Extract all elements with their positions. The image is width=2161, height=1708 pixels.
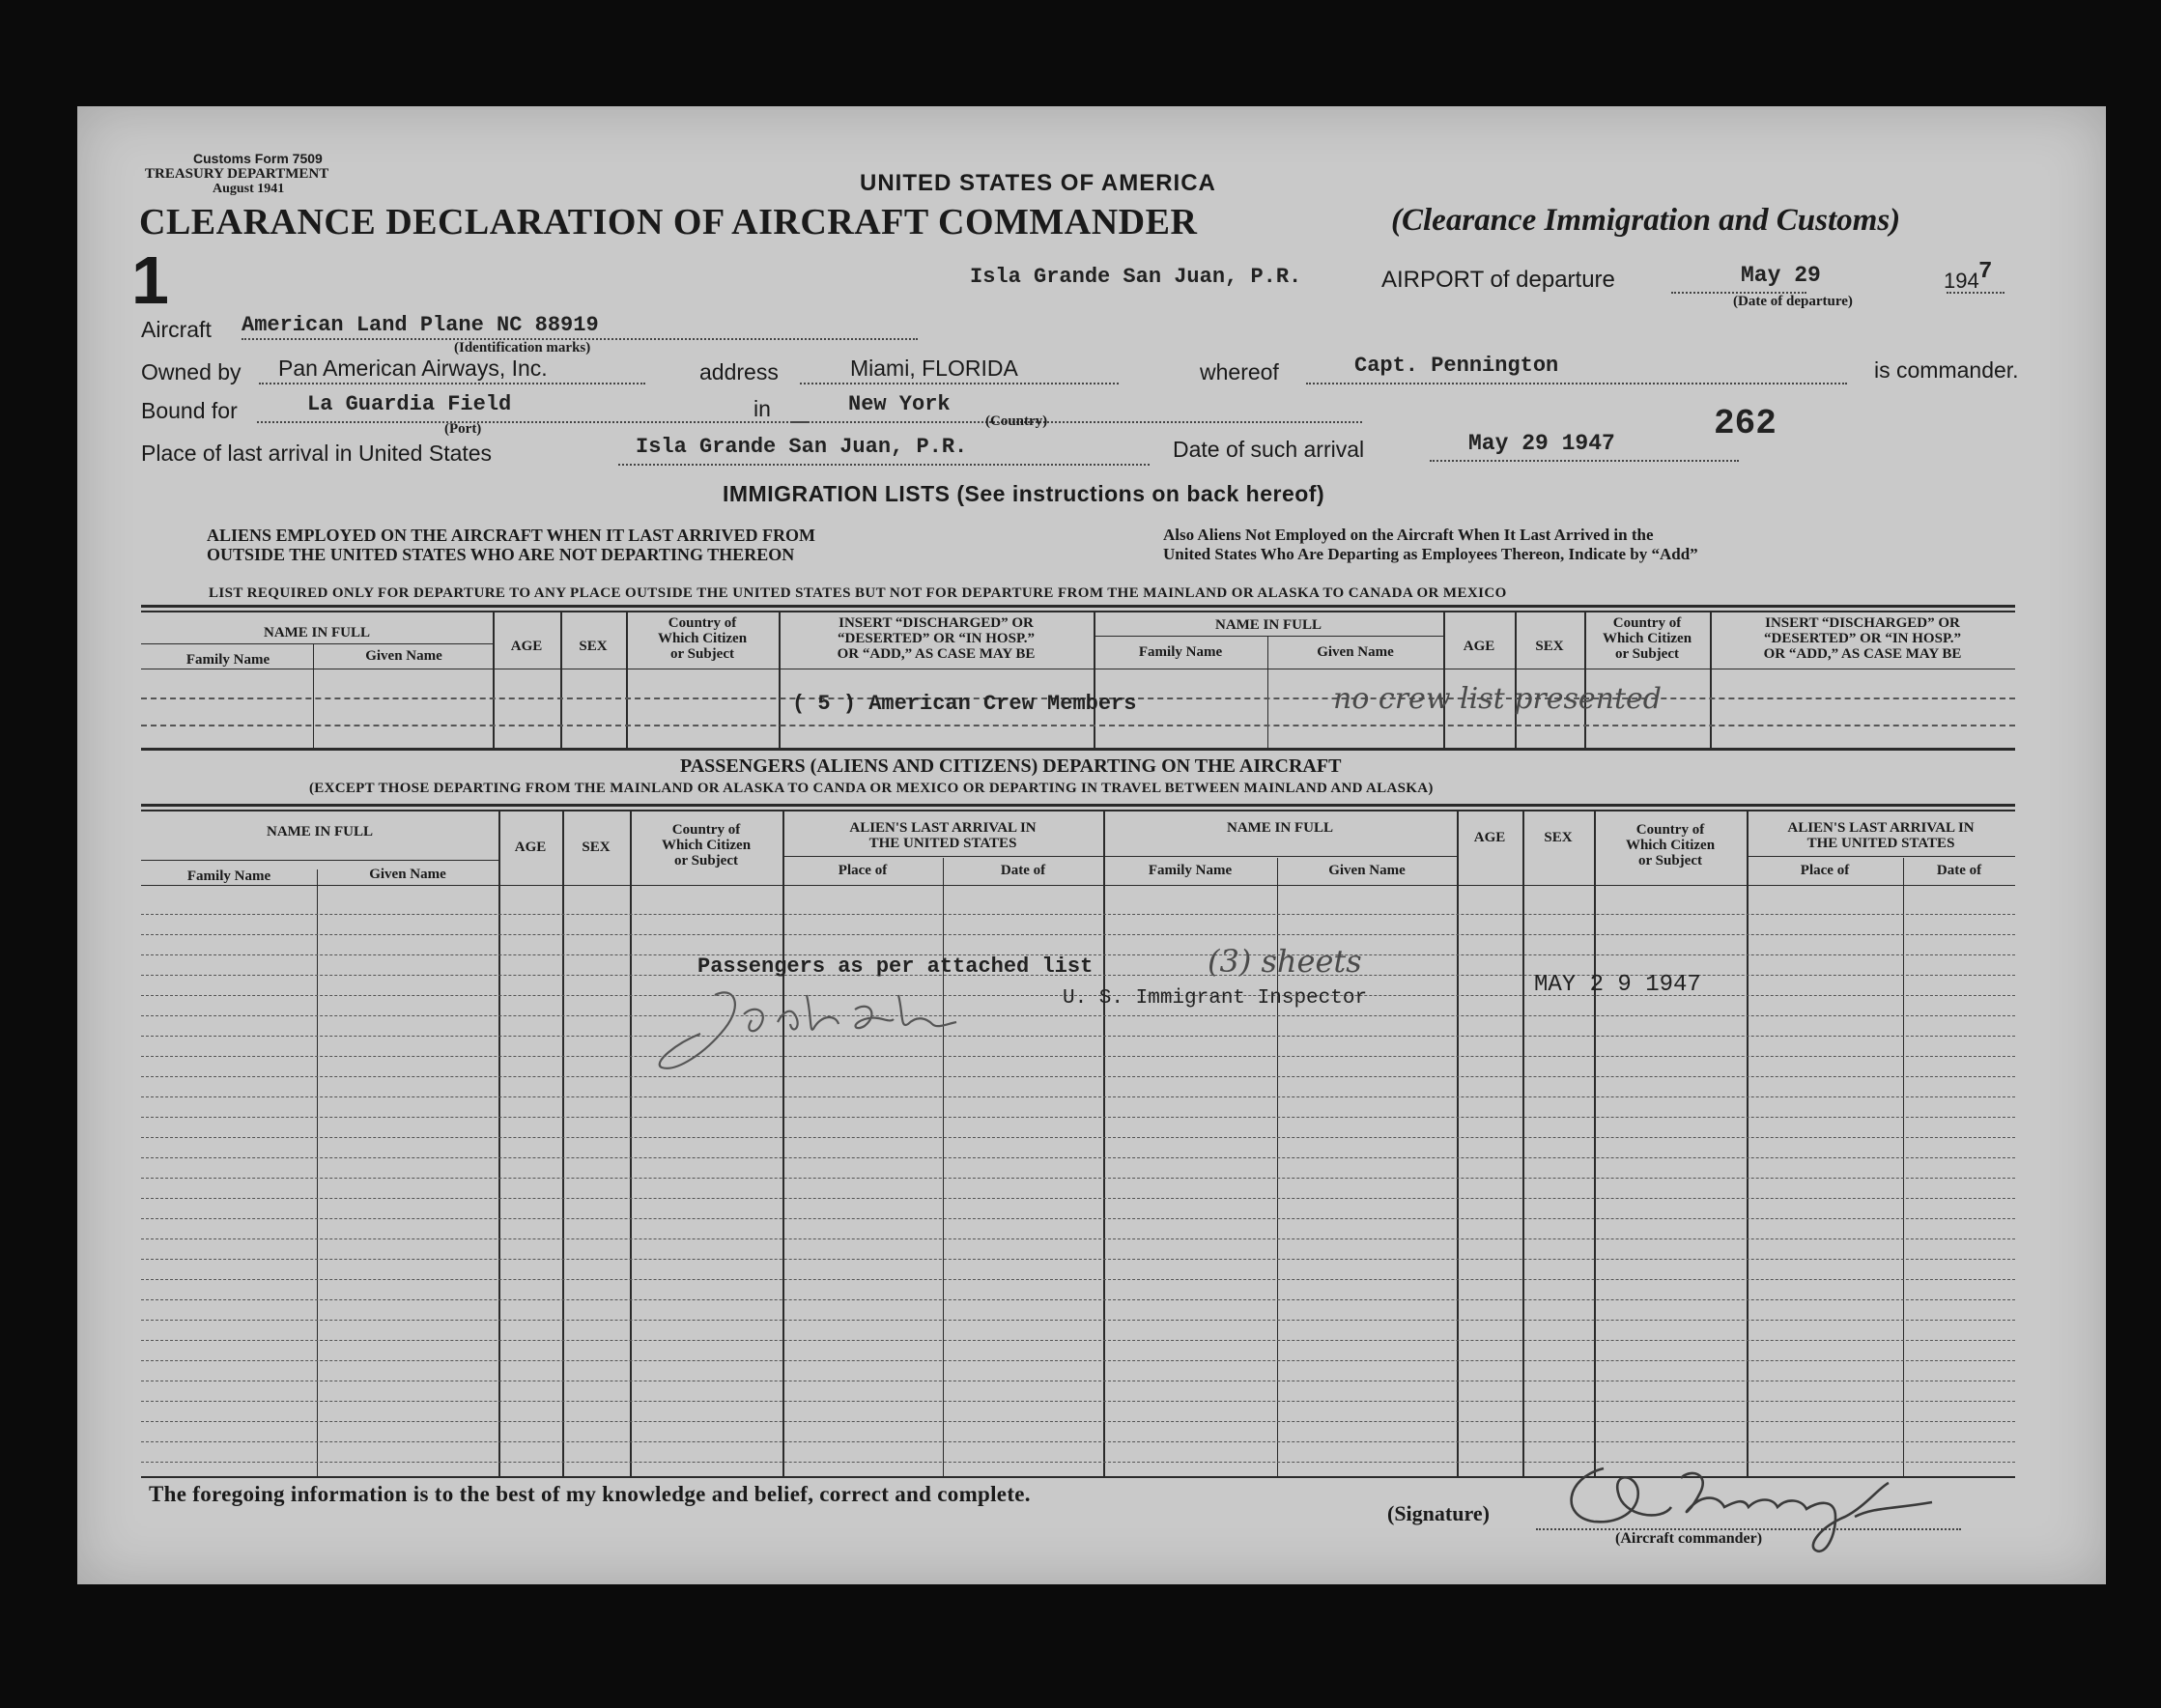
crew-age-left: AGE — [510, 639, 543, 654]
pass-name-in-full-right: NAME IN FULL — [1226, 820, 1333, 836]
bound-port-caption: (Port) — [444, 421, 482, 437]
passenger-row-line — [141, 1198, 2015, 1199]
crew-insert-right-2: “DESERTED” OR “IN HOSP.” — [1764, 631, 1961, 646]
form-date: August 1941 — [213, 182, 285, 196]
pass-country-right-2: Which Citizen — [1625, 838, 1716, 853]
departure-date-value: May 29 — [1741, 263, 1821, 288]
crew-age-right: AGE — [1463, 639, 1495, 654]
passenger-row-line — [141, 1076, 2015, 1077]
crew-given-name-right: Given Name — [1317, 644, 1394, 660]
left-note-line-1: ALIENS EMPLOYED ON THE AIRCRAFT WHEN IT LAST ARRIVED FROM — [207, 526, 815, 545]
passenger-row-line — [141, 1360, 2015, 1361]
form-department: TREASURY DEPARTMENT — [145, 166, 329, 182]
passenger-row-line — [141, 1299, 2015, 1300]
pass-alien-last-right-1: ALIEN'S LAST ARRIVAL IN — [1787, 820, 1975, 836]
pass-alien-last-left-1: ALIEN'S LAST ARRIVAL IN — [849, 820, 1037, 836]
page-mark: 1 — [131, 242, 169, 318]
inspection-stamp-date: MAY 2 9 1947 — [1534, 972, 1701, 998]
form-title: CLEARANCE DECLARATION OF AIRCRAFT COMMANDER — [139, 202, 1198, 242]
pass-alien-last-right-2: THE UNITED STATES — [1806, 836, 1955, 851]
passenger-row-line — [141, 1137, 2015, 1138]
passenger-row-line — [141, 1056, 2015, 1057]
bound-country-caption: (Country) — [985, 413, 1048, 429]
pass-sex-right: SEX — [1544, 830, 1573, 845]
passenger-row-line — [141, 1401, 2015, 1402]
departure-year-suffix: 7 — [1978, 259, 1993, 285]
right-note-line-1: Also Aliens Not Employed on the Aircraft When It Last Arrived in the — [1163, 526, 1654, 544]
left-note-line-2: OUTSIDE THE UNITED STATES WHO ARE NOT DEPARTING THEREON — [207, 545, 795, 564]
crew-insert-left-1: INSERT “DISCHARGED” OR — [839, 615, 1034, 631]
country-heading: UNITED STATES OF AMERICA — [860, 170, 1216, 196]
pass-country-left-1: Country of — [671, 822, 741, 838]
pass-given-name-right: Given Name — [1328, 863, 1406, 878]
pass-date-of-left: Date of — [1000, 863, 1046, 878]
passenger-row-line — [141, 1320, 2015, 1321]
pass-age-left: AGE — [514, 840, 547, 855]
inspector-title: U. S. Immigrant Inspector — [1063, 987, 1368, 1010]
crew-name-in-full-left: NAME IN FULL — [263, 625, 370, 640]
bound-in-label: in — [754, 396, 771, 421]
pass-sex-left: SEX — [582, 840, 611, 855]
bound-for-label: Bound for — [141, 398, 238, 423]
immigration-heading: IMMIGRATION LISTS (See instructions on back hereof) — [723, 481, 1325, 506]
crew-country-left-3: or Subject — [670, 646, 734, 662]
address-value: Miami, FLORIDA — [850, 356, 1018, 381]
passenger-row-line — [141, 914, 2015, 915]
passengers-entry-handwritten: (3) sheets — [1208, 943, 1362, 980]
commander-signature — [1546, 1449, 1971, 1584]
crew-insert-left-2: “DESERTED” OR “IN HOSP.” — [838, 631, 1035, 646]
bound-country-value: New York — [848, 392, 951, 416]
crew-name-in-full-right: NAME IN FULL — [1214, 617, 1322, 633]
pass-country-left-2: Which Citizen — [661, 838, 752, 853]
passenger-row-line — [141, 1096, 2015, 1097]
inspector-signature — [647, 976, 995, 1082]
departure-airport-value: Isla Grande San Juan, P.R. — [970, 265, 1302, 289]
whereof-label: whereof — [1200, 359, 1279, 384]
passenger-row-line — [141, 1259, 2015, 1260]
pass-alien-last-left-2: THE UNITED STATES — [868, 836, 1017, 851]
passenger-row-line — [141, 1441, 2015, 1442]
passenger-row-line — [141, 1340, 2015, 1341]
aircraft-caption: (Identification marks) — [454, 340, 591, 356]
passenger-row-line — [141, 1157, 2015, 1158]
clearance-form-page — [77, 106, 2106, 1584]
crew-entry-typed: ( 5 ) American Crew Members — [792, 692, 1137, 716]
signature-caption: (Aircraft commander) — [1615, 1530, 1763, 1547]
crew-country-right-2: Which Citizen — [1602, 631, 1692, 646]
crew-insert-left-3: OR “ADD,” AS CASE MAY BE — [837, 646, 1036, 662]
pass-country-left-3: or Subject — [674, 853, 738, 868]
address-label: address — [699, 359, 779, 384]
crew-entry-handwritten: no crew list presented — [1333, 682, 1662, 716]
crew-country-left-1: Country of — [668, 615, 737, 631]
pass-date-of-right: Date of — [1936, 863, 1982, 878]
passengers-subheading: (EXCEPT THOSE DEPARTING FROM THE MAINLAND OR ALASKA TO CANDA OR MEXICO OR DEPARTING IN TRAVEL BETWEEN MAINLAND AND ALASKA) — [309, 781, 1434, 796]
crew-country-right-3: or Subject — [1615, 646, 1679, 662]
crew-sex-right: SEX — [1535, 639, 1564, 654]
list-required-note: LIST REQUIRED ONLY FOR DEPARTURE TO ANY PLACE OUTSIDE THE UNITED STATES BUT NOT FOR DEPARTURE FROM THE MAINLAND OR ALASKA TO CANADA OR MEXICO — [209, 585, 1507, 601]
passenger-row-line — [141, 1218, 2015, 1219]
aircraft-label: Aircraft — [141, 317, 212, 342]
pass-family-name-right: Family Name — [1148, 863, 1233, 878]
handwritten-number: 262 — [1714, 404, 1777, 443]
departure-date-caption: (Date of departure) — [1733, 294, 1853, 309]
right-note-line-2: United States Who Are Departing as Employees Thereon, Indicate by “Add” — [1163, 545, 1698, 563]
form-number: Customs Form 7509 — [193, 151, 323, 166]
passenger-row-line — [141, 1036, 2015, 1037]
last-arrival-value: Isla Grande San Juan, P.R. — [636, 435, 968, 459]
commander-value: Capt. Pennington — [1354, 354, 1559, 378]
crew-insert-right-1: INSERT “DISCHARGED” OR — [1765, 615, 1960, 631]
departure-year-prefix: 194 — [1944, 269, 1979, 293]
passengers-heading: PASSENGERS (ALIENS AND CITIZENS) DEPARTING ON THE AIRCRAFT — [680, 755, 1342, 777]
signature-label: (Signature) — [1387, 1501, 1490, 1525]
crew-sex-left: SEX — [579, 639, 608, 654]
bound-port-value: La Guardia Field — [307, 392, 512, 416]
pass-age-right: AGE — [1473, 830, 1506, 845]
last-arrival-label: Place of last arrival in United States — [141, 441, 493, 466]
pass-country-right-3: or Subject — [1638, 853, 1702, 868]
aircraft-value: American Land Plane NC 88919 — [242, 313, 599, 337]
passenger-row-line — [141, 1178, 2015, 1179]
pass-country-right-1: Country of — [1635, 822, 1705, 838]
form-subtitle: (Clearance Immigration and Customs) — [1391, 203, 1901, 238]
passengers-entry-typed: Passengers as per attached list — [697, 954, 1094, 979]
passenger-row-line — [141, 1117, 2015, 1118]
crew-country-right-1: Country of — [1612, 615, 1682, 631]
owned-by-value: Pan American Airways, Inc. — [278, 356, 548, 381]
passenger-row-line — [141, 1421, 2015, 1422]
pass-family-name-left: Family Name — [186, 868, 271, 884]
passenger-row-line — [141, 1238, 2015, 1239]
pass-place-of-left: Place of — [838, 863, 888, 878]
commander-label: is commander. — [1874, 357, 2019, 383]
pass-given-name-left: Given Name — [369, 867, 446, 882]
last-arrival-date-value: May 29 1947 — [1468, 431, 1615, 456]
crew-country-left-2: Which Citizen — [657, 631, 748, 646]
crew-insert-right-3: OR “ADD,” AS CASE MAY BE — [1763, 646, 1962, 662]
crew-family-name-right: Family Name — [1138, 644, 1223, 660]
passenger-row-line — [141, 934, 2015, 935]
pass-name-in-full-left: NAME IN FULL — [266, 824, 373, 840]
passenger-row-line — [141, 1279, 2015, 1280]
pass-place-of-right: Place of — [1800, 863, 1850, 878]
certification-statement: The foregoing information is to the best of my knowledge and belief, correct and complete. — [149, 1482, 1031, 1506]
owned-by-label: Owned by — [141, 359, 242, 384]
crew-given-name-left: Given Name — [365, 648, 442, 664]
last-arrival-date-label: Date of such arrival — [1173, 437, 1365, 462]
departure-airport-label: AIRPORT of departure — [1381, 267, 1615, 293]
crew-family-name-left: Family Name — [185, 652, 270, 668]
passenger-row-line — [141, 1015, 2015, 1016]
